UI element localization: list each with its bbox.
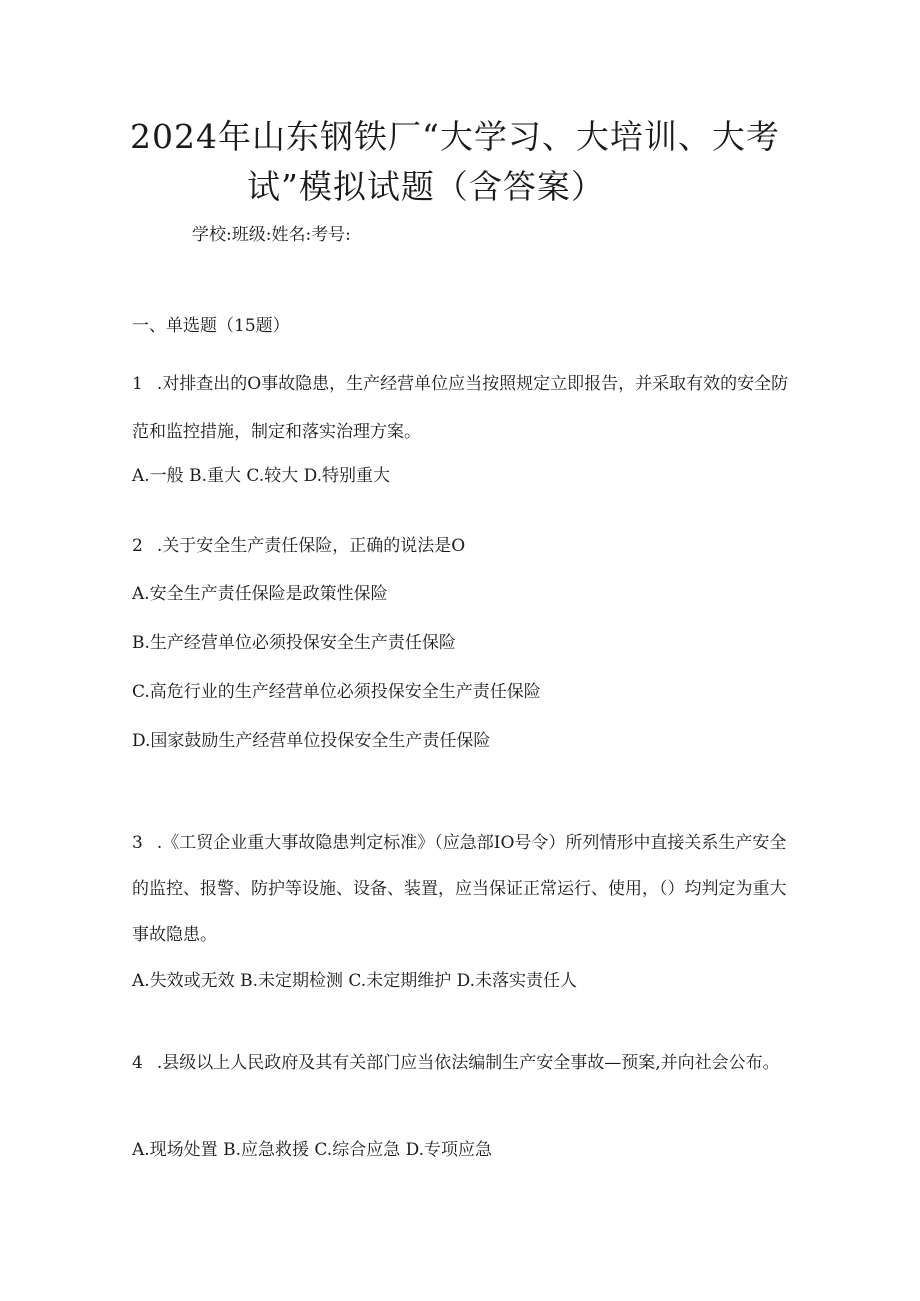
question-number: 3 <box>132 833 143 853</box>
question-2-option-a: A.安全生产责任保险是政策性保险 <box>132 584 388 604</box>
question-1 <box>132 360 792 456</box>
question-4-options: A.现场处置 B.应急救援 C.综合应急 D.专项应急 <box>132 1140 493 1160</box>
title-line-1: 2024年山东钢铁厂“大学习、大培训、大考 <box>130 117 780 156</box>
section-heading: 一、单选题（15题） <box>132 316 290 336</box>
question-3-options: A.失效或无效 B.未定期检测 C.未定期维护 D.未落实责任人 <box>132 971 578 991</box>
question-3 <box>132 820 792 958</box>
question-number: 4 <box>132 1053 143 1073</box>
question-stem: .对排查出的O事故隐患，生产经营单位应当按照规定立即报告，并采取有效的安全防范和监控措施，制定和落实治理方案。 <box>132 374 789 442</box>
question-stem: .《工贸企业重大事故隐患判定标准》（应急部IO号令）所列情形中直接关系生产安全的监控、报警、防护等设施、设备、装置，应当保证正常运行、使用，（）均判定为重大事故隐患。 <box>132 833 787 945</box>
question-2-option-d: D.国家鼓励生产经营单位投保安全生产责任保险 <box>132 731 491 751</box>
question-1-options: A.一般 B.重大 C.较大 D.特别重大 <box>132 466 391 486</box>
question-2 <box>132 532 792 560</box>
question-stem: .关于安全生产责任保险，正确的说法是O <box>156 536 466 556</box>
question-2-option-c: C.高危行业的生产经营单位必须投保安全生产责任保险 <box>132 682 541 702</box>
title-line-2: 试”模拟试题（含答案） <box>247 167 605 206</box>
document-title <box>130 112 790 212</box>
question-stem: .县级以上人民政府及其有关部门应当依法编制生产安全事故—预案,并向社会公布。 <box>156 1053 780 1073</box>
question-number: 2 <box>132 536 143 556</box>
student-info-line: 学校:班级:姓名:考号: <box>192 225 351 245</box>
question-number: 1 <box>132 374 143 394</box>
question-2-option-b: B.生产经营单位必须投保安全生产责任保险 <box>132 633 456 653</box>
question-4 <box>132 1038 792 1089</box>
